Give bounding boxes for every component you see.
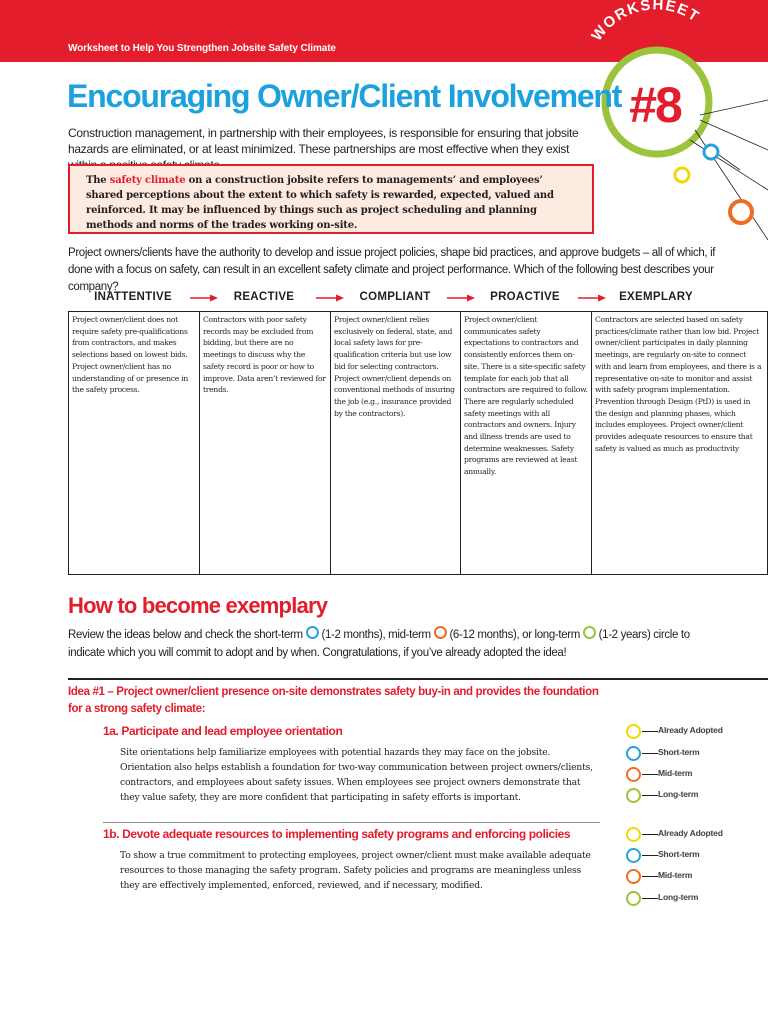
stage-proactive: PROACTIVE: [490, 291, 560, 303]
idea-1b-body: To show a true commitment to protecting employees, project owner/client must make available adequate resources to those managing the safety program. Safety policies and programs are meaningless unless they are effectively implemented, enforced, reviewed, and if necessary, modified.: [120, 850, 591, 891]
circle-checkbox-icon[interactable]: [626, 724, 641, 739]
stage-exemplary: EXEMPLARY: [619, 291, 693, 303]
idea-1a-body: Site orientations help familiarize employees with potential hazards they may face on the jobsite. Orientation also helps establish a foundation for two-way communication between project owners/clients, contractors, and employees about safety issues. When employees see project owners demonstrate that they value safety, they are more confident that participating in safety efforts is important.: [120, 747, 593, 803]
stage-cell-inattentive: Project owner/client does not require safety pre-qualifications from contractors, and makes selections based on lowest bids. Project owner/client has no understanding of or presence in the safety process.: [69, 312, 200, 574]
badge-number: #8: [629, 77, 681, 133]
idea-title: Idea #1 – Project owner/client presence on-site demonstrates safety buy-in and provides the foundation for a strong safety climate:: [68, 686, 599, 715]
mid-term-circle-icon: [434, 626, 447, 639]
definition-callout: [68, 164, 594, 234]
circle-checkbox-icon[interactable]: [626, 746, 641, 761]
idea-1b-heading: 1b. Devote adequate resources to implementing safety programs and enforcing policies: [103, 827, 571, 841]
arrow-right-icon: [316, 294, 344, 302]
badge-dot-blue: [704, 145, 718, 159]
stage-cell-proactive: Project owner/client communicates safety expectations to contractors and consistently enforces them on-site. There is a site-specific safety template for each job that all contractors are required to follow. There are regularly scheduled safety meetings with all contractors and owners. Injury and illness trends are used to determine weaknesses. Safety programs are reviewed at least annually.: [461, 312, 592, 574]
circle-checkbox-icon[interactable]: [626, 891, 641, 906]
circle-checkbox-icon[interactable]: [626, 767, 641, 782]
stage-compliant: COMPLIANT: [359, 291, 431, 303]
short-term-circle-icon: [306, 626, 319, 639]
stage-reactive: REACTIVE: [233, 291, 295, 303]
stage-cell-reactive: Contractors with poor safety records may be excluded from bidding, but there are no meetings to discuss why the safety record is poor or how to improve. Data aren’t reviewed for trends.: [200, 312, 331, 574]
header-band-text: Worksheet to Help You Strengthen Jobsite Safety Climate: [68, 43, 336, 54]
circle-checkbox-icon[interactable]: [626, 848, 641, 863]
badge-dot-orange: [730, 201, 752, 223]
long-term-circle-icon: [583, 626, 596, 639]
circle-checkbox-icon[interactable]: [626, 827, 641, 842]
question-paragraph: Project owners/clients have the authority to develop and issue project policies, shape bid practices, and approve budgets – all of which, if done with a focus on safety, can result in an excellent safety climate and project performance. Which of the following best describes your company?: [68, 247, 716, 293]
arrow-right-icon: [190, 294, 218, 302]
arrow-right-icon: [578, 294, 606, 302]
stage-inattentive: INATTENTIVE: [94, 291, 172, 303]
divider: [103, 822, 600, 823]
badge-label: WORKSHEET: [588, 0, 703, 45]
callout-text: The safety climate on a construction jobsite refers to managements’ and employees’ shared perceptions about the extent to which safety is rewarded, expected, valued and reinforced. It may be influenced by things such as project scheduling and planning methods and norms of the trades working on-site.: [86, 175, 554, 231]
stage-cell-exemplary: Contractors are selected based on safety practices/climate rather than low bid. Project owner/client participates in daily planning meetings, are regularly on-site to connect with and learn from employees, and there is a representative on-site to monitor and assist with safety program implementation. Prevention through Design (PtD) is used in the design and planning phases, which includes employees. Project owner/client provides adequate resources to ensure that safety is valued as much as productivity: [595, 315, 762, 453]
instructions-paragraph: Review the ideas below and check the short-term (1-2 months), mid-term (6-12 months), or long-term (1-2 years) circle to indicate which you will commit to adopt and by when. Congratulations, if you’ve already adopted the idea!: [68, 626, 728, 662]
badge-dot-yellow: [675, 168, 689, 182]
stage-cell-compliant: Project owner/client relies exclusively on federal, state, and local safety laws for pre-qualification criteria but use low bid for selecting contractors. Project owner/client depends on conventional methods of insuring the job (e.g., insurance provided by the contractors).: [331, 312, 461, 574]
page-title: Encouraging Owner/Client Involvement: [67, 78, 622, 114]
idea-1a-heading: 1a. Participate and lead employee orientation: [103, 724, 343, 738]
circle-checkbox-icon[interactable]: [626, 869, 641, 884]
stage-table: [68, 311, 768, 575]
circle-checkbox-icon[interactable]: [626, 788, 641, 803]
callout-highlight: safety climate: [109, 175, 186, 186]
section-heading: How to become exemplary: [68, 593, 328, 618]
arrow-right-icon: [447, 294, 475, 302]
divider: [68, 678, 768, 680]
intro-paragraph: Construction management, in partnership with their employees, is responsible for ensuring that jobsite hazards are eliminated, or at least minimized. These partnerships are most effective when they exist: [68, 126, 579, 156]
